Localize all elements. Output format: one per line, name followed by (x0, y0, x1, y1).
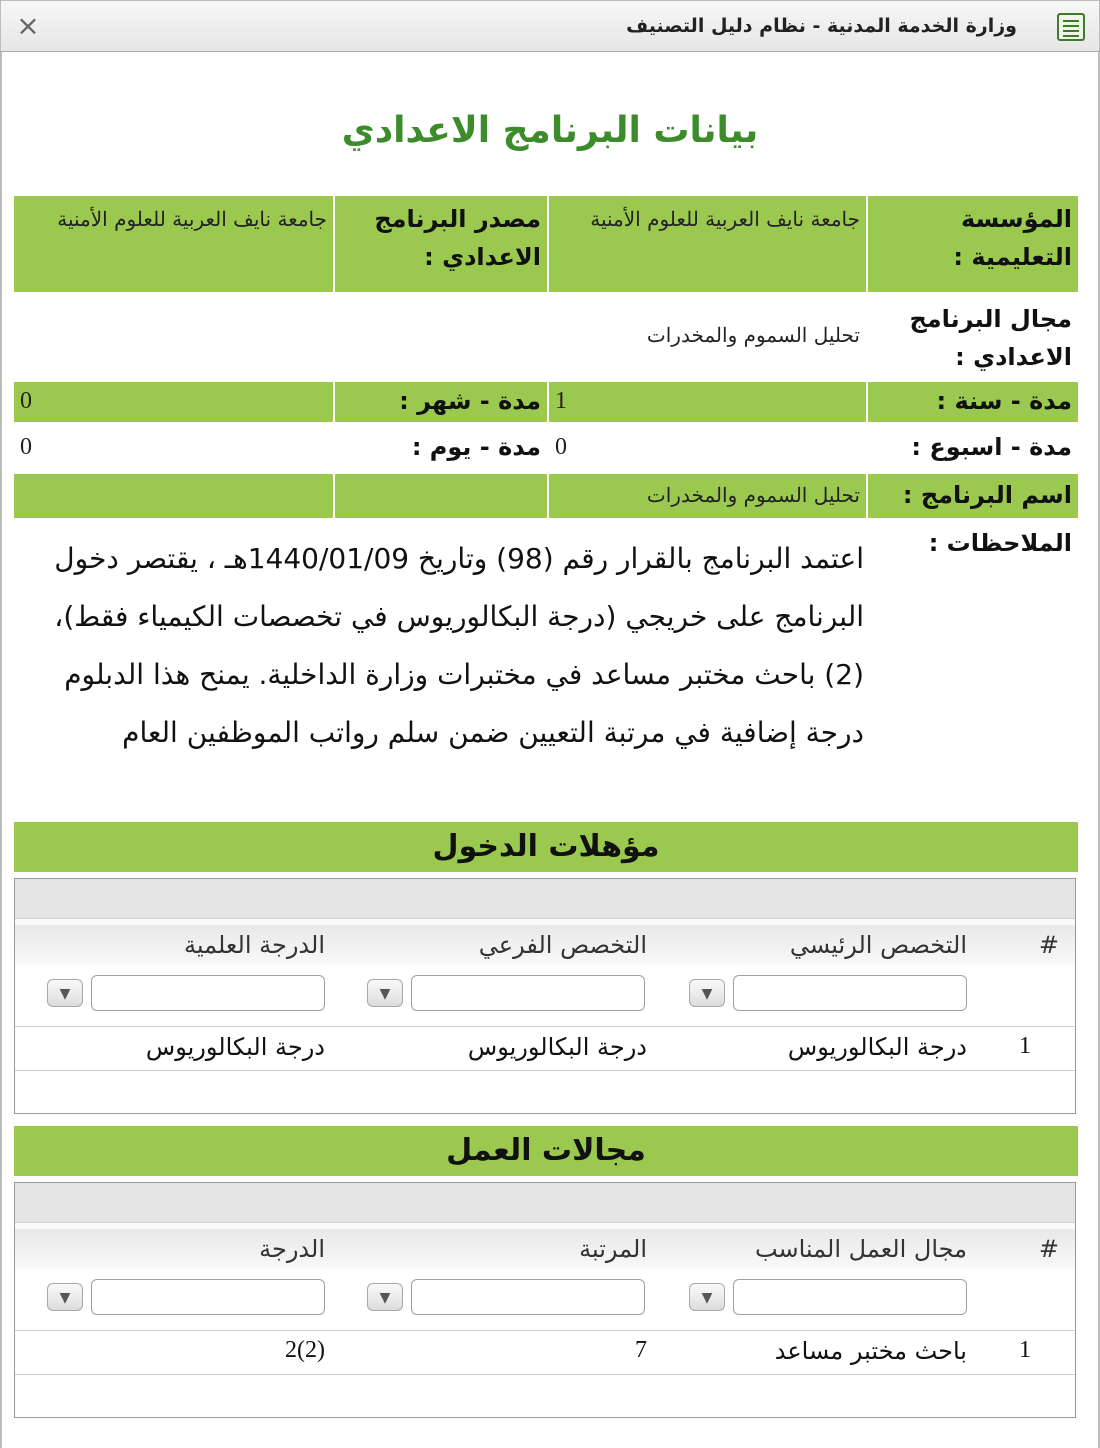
days-value: 0 (20, 434, 32, 460)
info-row-years-months (14, 382, 1078, 422)
field-value: تحليل السموم والمخدرات (646, 323, 860, 347)
row-grade: (2)2 (285, 1337, 325, 1363)
filter-input[interactable] (91, 1279, 325, 1315)
row-number: 1 (1019, 1033, 1031, 1059)
notes-value: اعتمد البرنامج بالقرار رقم (98) وتاريخ 1440/01/09هـ ، يقتصر دخول البرنامج على خريجي (درجة البكالوريوس في تخصصات الكيمياء فقط)، (2) باحث مختبر مساعد في مختبرات وزارة الداخلية. يمنح هذا الدبلوم درجة إضافية في مرتبة التعيين ضمن سلم رواتب الموظفين العام (54, 542, 864, 749)
filter-input[interactable] (411, 1279, 645, 1315)
page-title: بيانات البرنامج الاعدادي (341, 110, 759, 151)
column-number: # (1038, 1235, 1059, 1263)
filter-icon[interactable]: ▼ (367, 979, 403, 1007)
filter-rank (379, 1279, 645, 1315)
row-rank: 7 (635, 1337, 647, 1363)
grid-toolbar (15, 879, 1075, 919)
column-degree[interactable]: الدرجة العلمية (184, 931, 325, 959)
filter-input[interactable] (91, 975, 325, 1011)
institution-value: جامعة نايف العربية للعلوم الأمنية (590, 207, 860, 231)
column-rank[interactable]: المرتبة (579, 1235, 647, 1263)
source-label: مصدر البرنامج الاعدادي : (374, 205, 541, 271)
grid-toolbar (15, 1183, 1075, 1223)
filter-icon[interactable]: ▼ (47, 1283, 83, 1311)
grid-header (15, 919, 1075, 1027)
column-sub-specialization[interactable]: التخصص الفرعي (478, 931, 647, 959)
window-border-left (0, 52, 2, 1448)
years-value: 1 (555, 388, 567, 414)
row-main-specialization: درجة البكالوريوس (787, 1033, 967, 1061)
program-name-value: تحليل السموم والمخدرات (646, 483, 860, 507)
document-list-icon (1057, 13, 1085, 41)
row-work-field: باحث مختبر مساعد (774, 1337, 967, 1365)
field-label: مجال البرنامج الاعدادي : (909, 305, 1072, 371)
column-grade[interactable]: الدرجة (259, 1235, 325, 1263)
table-row[interactable] (15, 1027, 1075, 1071)
row-number: 1 (1019, 1337, 1031, 1363)
info-row-program-name (14, 474, 1078, 518)
table-row[interactable] (15, 1331, 1075, 1375)
window-titlebar (0, 0, 1100, 52)
window-title: وزارة الخدمة المدنية - نظام دليل التصنيف (626, 15, 1017, 37)
grid-footer (15, 1375, 1075, 1417)
filter-main-specialization (701, 975, 967, 1011)
program-name-label: اسم البرنامج : (902, 481, 1072, 509)
weeks-value: 0 (555, 434, 567, 460)
grid-header (15, 1223, 1075, 1331)
years-label: مدة - سنة : (936, 387, 1072, 415)
days-label: مدة - يوم : (411, 433, 541, 461)
filter-sub-specialization (379, 975, 645, 1011)
entry-qualifications-heading: مؤهلات الدخول (14, 822, 1078, 872)
filter-icon[interactable]: ▼ (689, 979, 725, 1007)
months-label: مدة - شهر : (399, 387, 541, 415)
institution-label: المؤسسة التعليمية : (953, 205, 1072, 271)
info-row-field (14, 296, 1078, 376)
work-fields-grid (14, 1182, 1076, 1418)
filter-input[interactable] (733, 1279, 967, 1315)
filter-icon[interactable]: ▼ (689, 1283, 725, 1311)
column-work-field[interactable]: مجال العمل المناسب (754, 1235, 967, 1263)
column-main-specialization[interactable]: التخصص الرئيسي (789, 931, 967, 959)
row-degree: درجة البكالوريوس (145, 1033, 325, 1061)
months-value: 0 (20, 388, 32, 414)
filter-input[interactable] (411, 975, 645, 1011)
weeks-label: مدة - اسبوع : (911, 433, 1072, 461)
filter-work-field (701, 1279, 967, 1315)
filter-grade (59, 1279, 325, 1315)
filter-icon[interactable]: ▼ (47, 979, 83, 1007)
info-row-weeks-days (14, 428, 1078, 468)
notes-label: الملاحظات : (928, 529, 1072, 557)
close-icon[interactable]: × (16, 9, 40, 42)
source-value: جامعة نايف العربية للعلوم الأمنية (57, 207, 327, 231)
filter-icon[interactable]: ▼ (367, 1283, 403, 1311)
column-number: # (1038, 931, 1059, 959)
filter-input[interactable] (733, 975, 967, 1011)
info-row-institution (14, 196, 1078, 292)
row-sub-specialization: درجة البكالوريوس (467, 1033, 647, 1061)
grid-footer (15, 1071, 1075, 1113)
filter-degree (59, 975, 325, 1011)
entry-qualifications-grid (14, 878, 1076, 1114)
work-fields-heading: مجالات العمل (14, 1126, 1078, 1176)
